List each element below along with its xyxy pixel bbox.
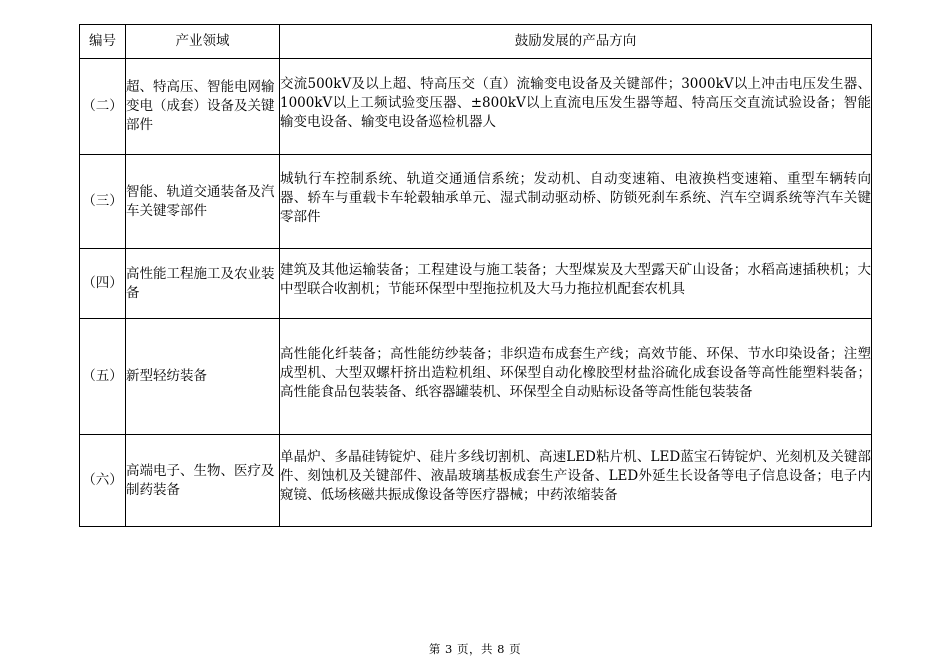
row-number: （三） <box>80 155 126 249</box>
row-direction <box>280 249 872 319</box>
table-header-row <box>80 25 872 59</box>
row-field: 高端电子、生物、医疗及制药装备 <box>126 435 280 527</box>
row-direction-text: 交流500kV及以上超、特高压交（直）流输变电设备及关键部件；3000kV以上冲击电压发生器、1000kV以上工频试验变压器、±800kV以上直流电压发生器等超、特高压交直流试验设备；智能输变电设备、输变电设备巡检机器人 <box>280 76 871 130</box>
industry-table <box>79 24 872 527</box>
row-direction <box>280 155 872 249</box>
row-number: （五） <box>80 319 126 435</box>
row-number: （四） <box>80 249 126 319</box>
row-field: 高性能工程施工及农业装备 <box>126 249 280 319</box>
header-direction: 鼓励发展的产品方向 <box>280 25 872 59</box>
table-row <box>80 249 872 319</box>
header-field: 产业领域 <box>126 25 280 59</box>
table-row <box>80 435 872 527</box>
table-row <box>80 319 872 435</box>
row-direction-text: 城轨行车控制系统、轨道交通通信系统；发动机、自动变速箱、电液换档变速箱、重型车辆转向器、轿车与重载卡车轮毂轴承单元、湿式制动驱动桥、防锁死刹车系统、汽车空调系统等汽车关键零部件 <box>280 171 871 225</box>
row-field: 新型轻纺装备 <box>126 319 280 435</box>
page-number-footer: 第 3 页，共 8 页 <box>428 642 522 656</box>
header-number: 编号 <box>80 25 126 59</box>
row-direction-text: 单晶炉、多晶硅铸锭炉、硅片多线切割机、高速LED粘片机、LED蓝宝石铸锭炉、光刻机及关键部件、刻蚀机及关键部件、液晶玻璃基板成套生产设备、LED外延生长设备等电子信息设备；电子内窥镜、低场核磁共振成像设备等医疗器械；中药浓缩装备 <box>280 449 871 503</box>
row-number: （六） <box>80 435 126 527</box>
row-field: 智能、轨道交通装备及汽车关键零部件 <box>126 155 280 249</box>
row-direction <box>280 435 872 527</box>
row-direction <box>280 319 872 435</box>
row-direction-text: 建筑及其他运输装备；工程建设与施工装备；大型煤炭及大型露天矿山设备；水稻高速插秧机；大中型联合收割机；节能环保型中型拖拉机及大马力拖拉机配套农机具 <box>280 261 871 297</box>
table-row <box>80 155 872 249</box>
row-direction-text: 高性能化纤装备；高性能纺纱装备；非织造布成套生产线；高效节能、环保、节水印染设备；注塑成型机、大型双螺杆挤出造粒机组、环保型自动化橡胶型材盐浴硫化成套设备等高性能塑料装备；高性能食品包装装备、纸容器罐装机、环保型全自动贴标设备等高性能包装装备 <box>280 346 871 400</box>
row-number: （二） <box>80 59 126 155</box>
row-field: 超、特高压、智能电网输变电（成套）设备及关键部件 <box>126 59 280 155</box>
row-direction <box>280 59 872 155</box>
table-row <box>80 59 872 155</box>
